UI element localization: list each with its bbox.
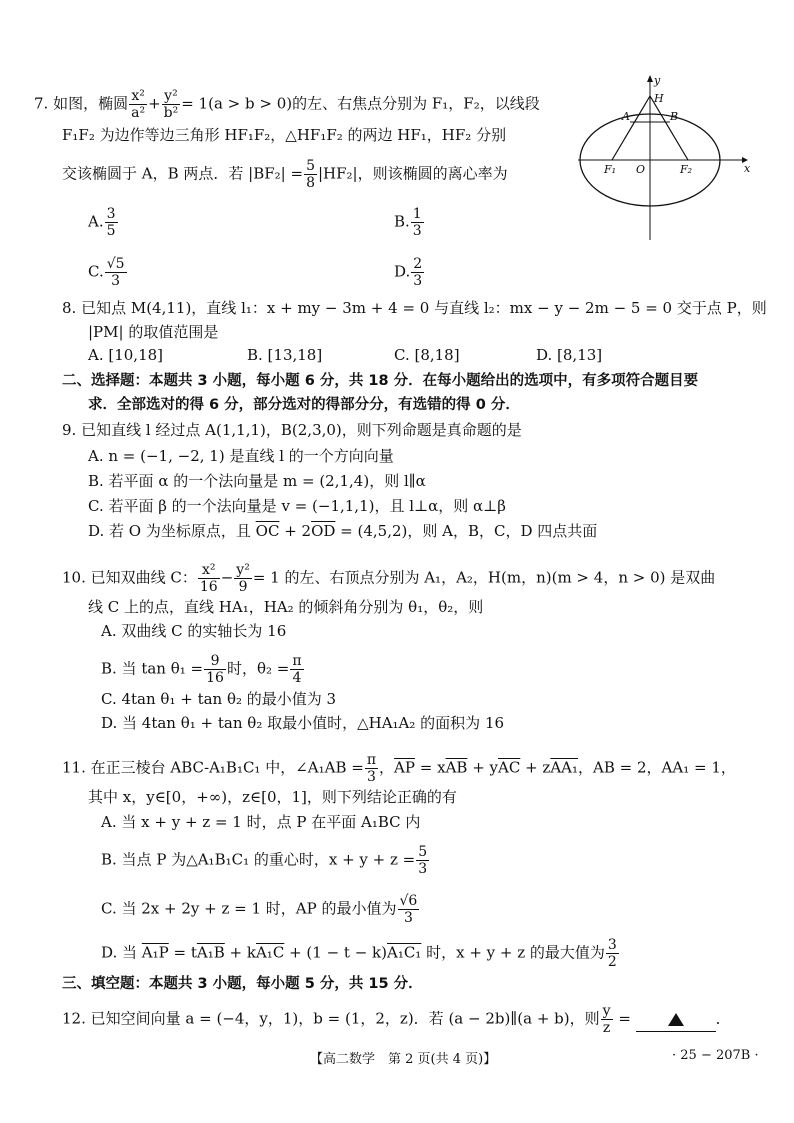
q10-line1: 10. 已知双曲线 C： $\frac{\text{x²}}{16}$ − $\frac{\text{y²}}{9}$ = 1 的左、右顶点分别为 A₁，A₂，H(m，n)(m > 4，n > 0) 是双曲 [62,562,716,595]
segment-HF2 [650,96,688,160]
section-2-heading-line2: 求．全部选对的得 6 分，部分选对的得部分分，有选错的得 0 分． [88,397,520,413]
q10-option-d: D. 当 4tan θ₁ + tan θ₂ 取最小值时，△HA₁A₂ 的面积为 16 [101,714,505,732]
section-2-heading-line1: 二、选择题：本题共 3 小题，每小题 6 分，共 18 分．在每小题给出的选项中，有多项符合题目要 [62,373,699,389]
q9-stem: 9. 已知直线 l 经过点 A(1,1,1)，B(2,3,0)，则下列命题是真命题的是 [62,421,522,439]
q9-option-a: A. n = (−1, −2, 1) 是直线 l 的一个方向向量 [88,447,394,465]
label-y: y [654,74,661,87]
q11-line1: 11. 在正三棱台 ABC-A₁B₁C₁ 中，∠A₁AB = $\frac{\pi}{3}$ ，$\overline{AP} = x\overline{AB} + y\overline{AC} + zAA_1$，AB = 2，AA₁ = 1， [62,752,736,785]
q8-option-d: D. [8,13] [536,346,603,364]
q11-option-b: B. 当点 P 为△A₁B₁C₁ 的重心时，x + y + z = $\frac{5}{3}$ [101,844,428,877]
label-F2: F₂ [680,163,693,176]
q9-option-b: B. 若平面 α 的一个法向量是 m = (2,1,4)，则 l∥α [88,472,426,490]
q7-option-b: B. $\frac{1}{3}$ [394,206,422,239]
q10-line2: 线 C 上的点，直线 HA₁，HA₂ 的倾斜角分别为 θ₁，θ₂，则 [88,598,484,616]
label-x: x [744,162,751,175]
q11-option-a: A. 当 x + y + z = 1 时，点 P 在平面 A₁BC 内 [101,813,421,831]
label-B: B [670,110,679,123]
q8-option-c: C. [8,18] [394,346,460,364]
q12-line: 12. 已知空间向量 a = (−4，y，1)，b = (1，2，z)．若 (a − 2b)∥(a + b)，则 $\frac{y}{z}$ = ． [62,1003,731,1036]
q8-line1: 8. 已知点 M(4,11)，直线 l₁：x + my − 3m + 4 = 0 与直线 l₂：mx − y − 2m − 5 = 0 交于点 P，则 [62,299,767,317]
label-A: A [622,110,630,123]
q10-option-b: B. 当 tan θ₁ = $\frac{9}{16}$ 时，θ₂ = $\frac{\pi}{4}$ [101,653,302,686]
segment-HF1 [612,96,650,160]
ellipse-figure [572,72,752,242]
q8-line2: |PM| 的取值范围是 [88,323,219,341]
q10-option-c: C. 4tan θ₁ + tan θ₂ 的最小值为 3 [101,690,337,708]
q8-option-b: B. [13,18] [247,346,323,364]
q11-line2: 其中 x，y∈[0，+∞)，z∈[0，1]，则下列结论正确的有 [88,788,457,806]
answer-blank [636,1011,716,1032]
section-3-heading: 三、填空题：本题共 3 小题，每小题 5 分，共 15 分． [62,976,423,992]
label-O: O [636,163,646,176]
q11-option-d: D. 当 A₁P = tA₁B + kA₁C + (1 − t − k)A₁C₁ 时，x + y + z 的最大值为 $\frac{3}{2}$ [101,937,617,970]
q11-option-c: C. 当 2x + 2y + z = 1 时，AP 的最小值为 $\frac{√6}{3}$ [101,893,418,926]
q10-option-a: A. 双曲线 C 的实轴长为 16 [101,622,287,640]
q7-line3: 交该椭圆于 A，B 两点．若 |BF₂| = $\frac{5}{8}$ |HF₂|，则该椭圆的离心率为 [62,158,508,191]
q9-option-d: D. 若 O 为坐标原点，且 $\overline{OC} + 2\overline{OD} = (4,5,2)$，则 A，B，C，D 四点共面 [88,522,598,540]
footer-code: · 25 − 207B · [672,1048,759,1063]
q8-option-a: A. [10,18] [88,346,164,364]
label-F1: F₁ [604,163,617,176]
q7-option-d: D. $\frac{2}{3}$ [394,256,423,289]
q7-option-c: C. $\frac{√5}{3}$ [88,256,125,289]
q7-frac-y: $\frac{\text{y²}}{\text{b²}}$ [163,88,179,121]
label-H: H [654,92,664,105]
q7-frac-x: $\frac{\text{x²}}{\text{a²}}$ [131,88,146,121]
triangle-icon [668,1013,684,1026]
footer-page-info: 【高二数学 第 2 页(共 4 页)】 [310,1052,497,1067]
q7-line2: F₁F₂ 为边作等边三角形 HF₁F₂，△HF₁F₂ 的两边 HF₁，HF₂ 分别 [62,126,507,144]
q7-line1: 7. 如图，椭圆 $\frac{\text{x²}}{\text{a²}}$ + $\frac{\text{y²}}{\text{b²}}$ = 1(a > b > 0)的左、右焦点分别为 F₁，F₂，以线段 [34,88,540,121]
q9-option-c: C. 若平面 β 的一个法向量是 v = (−1,1,1)，且 l⊥α，则 α⊥β [88,497,506,515]
q7-option-a: A. $\frac{3}{5}$ [88,206,116,239]
